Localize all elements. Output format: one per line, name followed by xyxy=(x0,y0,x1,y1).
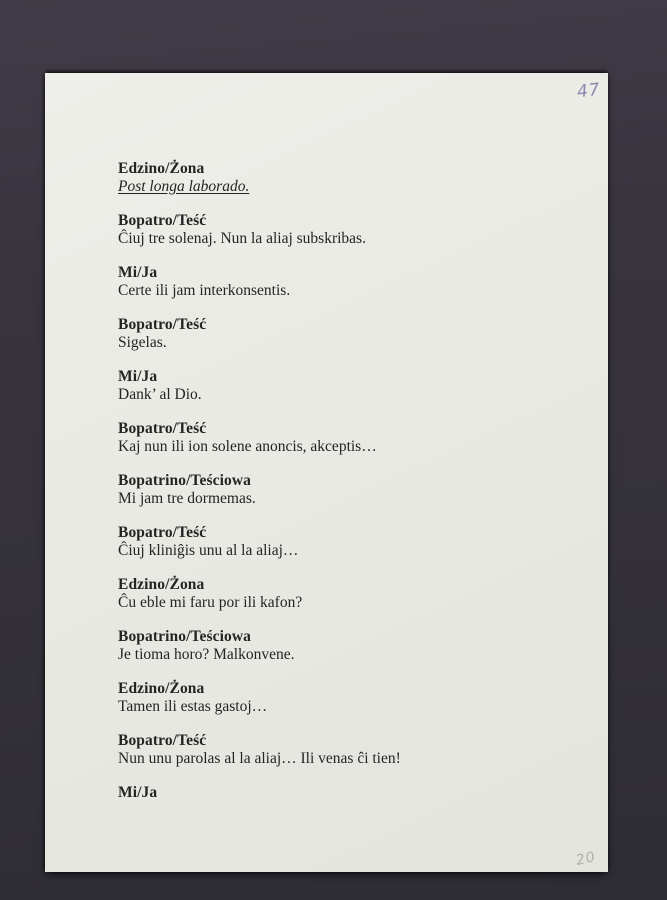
dialogue-line: Sigelas. xyxy=(118,333,167,351)
handwritten-page-number-bottom: 20 xyxy=(574,849,598,869)
dialogue-block xyxy=(118,628,572,663)
dialogue-block xyxy=(118,264,572,299)
speaker-name: Bopatrino/Teściowa xyxy=(118,472,251,489)
dialogue-line: Tamen ili estas gastoj… xyxy=(118,697,268,715)
dialogue-line: Mi jam tre dormemas. xyxy=(118,489,256,507)
dialogue-line: Ĉu eble mi faru por ili kafon? xyxy=(118,593,303,611)
speaker-name: Mi/Ja xyxy=(118,264,158,281)
speaker-name: Bopatro/Teść xyxy=(118,420,207,437)
dialogue-block xyxy=(118,160,572,195)
dialogue-line: Certe ili jam interkonsentis. xyxy=(118,281,291,299)
dialogue-block xyxy=(118,420,572,455)
dialogue-block xyxy=(118,472,572,507)
dialogue-line: Kaj nun ili ion solene anoncis, akceptis… xyxy=(118,437,377,455)
dialogue-block xyxy=(118,212,572,247)
dialogue-list xyxy=(118,160,572,819)
dialogue-block xyxy=(118,784,572,802)
document-page xyxy=(45,73,608,872)
speaker-name: Bopatro/Teść xyxy=(118,316,207,333)
dialogue-block xyxy=(118,368,572,403)
dialogue-line: Ĉiuj tre solenaj. Nun la aliaj subskribas. xyxy=(118,229,366,247)
speaker-name: Bopatro/Teść xyxy=(118,524,207,541)
handwritten-page-number-top: 47 xyxy=(576,79,603,103)
speaker-name: Bopatro/Teść xyxy=(118,212,207,229)
speaker-name: Bopatro/Teść xyxy=(118,732,207,749)
stage-direction-line: Post longa laborado. xyxy=(118,177,250,195)
dialogue-line: Ĉiuj kliniĝis unu al la aliaj… xyxy=(118,541,299,559)
dialogue-line: Dank’ al Dio. xyxy=(118,385,202,403)
speaker-name: Mi/Ja xyxy=(118,784,158,801)
dialogue-block xyxy=(118,524,572,559)
speaker-name: Bopatrino/Teściowa xyxy=(118,628,251,645)
dialogue-block xyxy=(118,732,572,767)
speaker-name: Edzino/Żona xyxy=(118,576,205,593)
speaker-name: Edzino/Żona xyxy=(118,680,205,697)
dialogue-block xyxy=(118,576,572,611)
dialogue-line: Je tioma horo? Malkonvene. xyxy=(118,645,295,663)
dialogue-block xyxy=(118,680,572,715)
speaker-name: Mi/Ja xyxy=(118,368,158,385)
dialogue-block xyxy=(118,316,572,351)
dialogue-line: Nun unu parolas al la aliaj… Ili venas ĉi tien! xyxy=(118,749,401,767)
speaker-name: Edzino/Żona xyxy=(118,160,205,177)
